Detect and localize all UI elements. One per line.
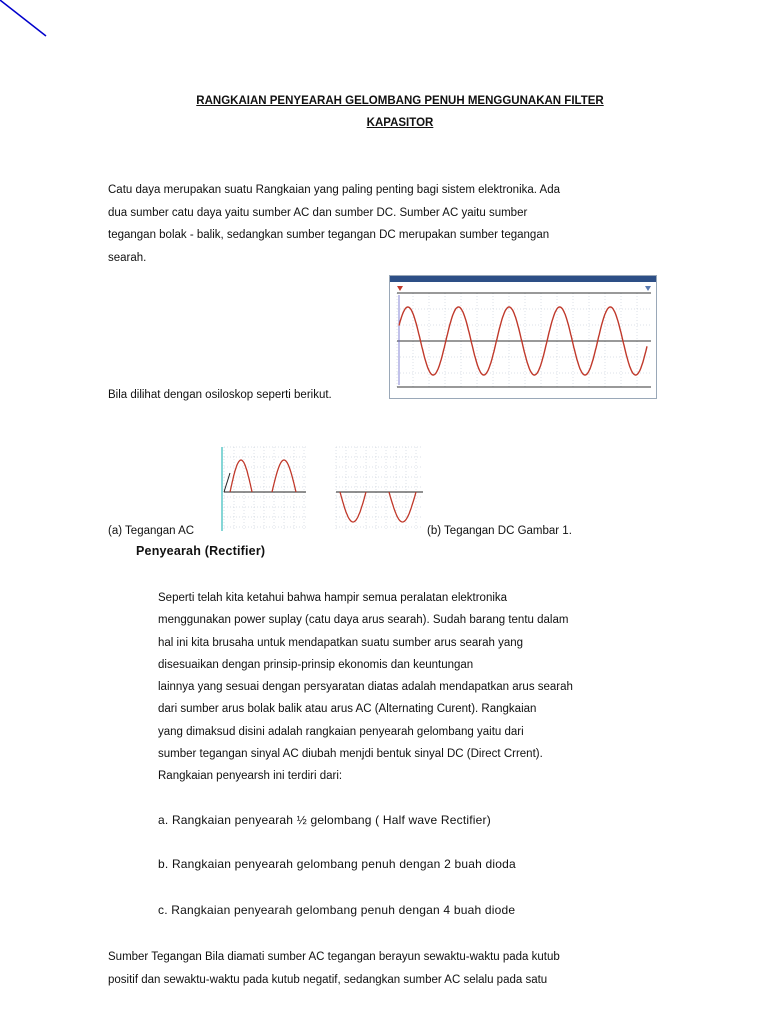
body-line: Seperti telah kita ketahui bahwa hampir semua peralatan elektronika — [158, 592, 508, 604]
intro-line: dua sumber catu daya yaitu sumber AC dan sumber DC. Sumber AC yaitu sumber — [108, 206, 528, 219]
intro-line: searah. — [108, 251, 147, 264]
closing-paragraph — [108, 946, 656, 991]
body-paragraph — [158, 587, 657, 788]
corner-line-decoration — [0, 0, 60, 50]
figure-caption-a: (a) Tegangan AC — [108, 525, 195, 537]
section-heading: Penyearah (Rectifier) — [136, 544, 266, 558]
figure-caption-b: (b) Tegangan DC Gambar 1. — [427, 525, 572, 537]
closing-line: Sumber Tegangan Bila diamati sumber AC tegangan berayun sewaktu-waktu pada kutub — [108, 951, 560, 963]
scope-titlebar — [390, 276, 656, 282]
document-title-line2: KAPASITOR — [366, 117, 434, 129]
body-line: lainnya yang sesuai dengan persyaratan diatas adalah mendapatkan arus searah — [158, 681, 573, 694]
list-item-c: c. Rangkaian penyearah gelombang penuh dengan 4 buah diode — [158, 903, 516, 917]
intro-paragraph — [108, 179, 656, 269]
scope-frame — [390, 276, 657, 399]
intro-line: tegangan bolak - balik, sedangkan sumber tegangan DC merupakan sumber tegangan — [108, 229, 550, 241]
body-line: yang dimaksud disini adalah rangkaian penyearah gelombang yaitu dari — [158, 725, 524, 738]
closing-line: positif dan sewaktu-waktu pada kutub negatif, sedangkan sumber AC selalu pada satu — [108, 973, 548, 986]
list-item-a: a. Rangkaian penyearah ½ gelombang ( Half wave Rectifier) — [158, 813, 491, 827]
body-line: disesuaikan dengan prinsip-prinsip ekonomis dan keuntungan — [158, 658, 474, 671]
oscilloscope-caption: Bila dilihat dengan osiloskop seperti berikut. — [108, 389, 332, 401]
body-line: menggunakan power suplay (catu daya arus searah). Sudah barang tentu dalam — [158, 614, 569, 627]
list-item-b: b. Rangkaian penyearah gelombang penuh dengan 2 buah dioda — [158, 857, 516, 871]
body-line: sumber tegangan sinyal AC diubah menjdi bentuk sinyal DC (Direct Crrent). — [158, 748, 543, 761]
body-line: hal ini kita brusaha untuk mendapatkan suatu sumber arus searah yang — [158, 636, 524, 649]
body-line: Rangkaian penyearsh ini terdiri dari: — [158, 770, 343, 783]
figure-a-start-tick — [224, 473, 230, 492]
grid-figure-a — [224, 447, 306, 531]
document-title-line1: RANGKAIAN PENYEARAH GELOMBANG PENUH MENGGUNAKAN FILTER — [196, 95, 604, 107]
oscilloscope-figure — [389, 275, 657, 399]
intro-line: Catu daya merupakan suatu Rangkaian yang paling penting bagi sistem elektronika. Ada — [108, 184, 560, 196]
body-line: dari sumber arus bolak balik atau arus AC (Alternating Curent). Rangkaian — [158, 703, 537, 716]
